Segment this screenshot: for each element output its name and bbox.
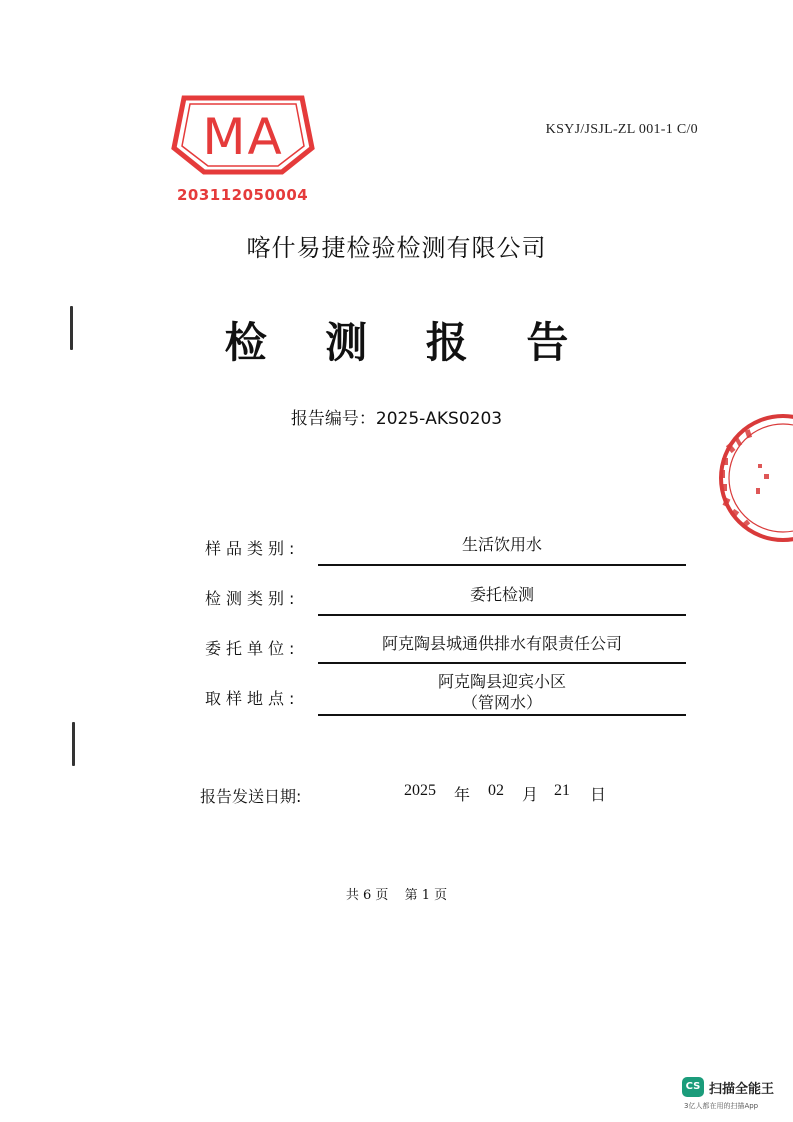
client-underline	[318, 662, 686, 664]
company-seal	[688, 408, 793, 548]
issue-date-month-unit: 月	[522, 785, 539, 804]
client-value: 阿克陶县城通供排水有限责任公司	[381, 634, 622, 653]
sample-category-value: 生活饮用水	[461, 535, 542, 554]
issue-date-year: 2025	[404, 782, 436, 799]
page-total: 共 6 页	[345, 888, 389, 903]
client-label: 委托单位:	[205, 639, 300, 658]
scanner-app-tagline: 3亿人都在用的扫描App	[684, 1102, 759, 1110]
ma-letters: MA	[202, 108, 284, 166]
test-category-value: 委托检测	[469, 585, 534, 604]
scanner-app-badge	[682, 1077, 782, 1117]
document-code: KSYJ/JSJL-ZL 001-1 C/0	[545, 122, 698, 137]
issue-date-year-unit: 年	[454, 785, 471, 804]
report-number: 报告编号：2025-AKS0203	[290, 409, 503, 429]
page-info	[0, 884, 793, 903]
sample-category-label: 样品类别:	[205, 539, 300, 558]
sampling-location-label: 取样地点:	[205, 689, 300, 708]
ma-certificate-number: 203112050004	[177, 186, 309, 204]
sampling-location-value-line1: 阿克陶县迎宾小区	[437, 672, 566, 691]
page-current: 第 1 页	[404, 888, 448, 903]
scanner-app-name: 扫描全能王	[709, 1082, 775, 1097]
issue-date-day: 21	[554, 782, 570, 799]
sample-category-underline	[318, 564, 686, 566]
test-category-underline	[318, 614, 686, 616]
company-name: 喀什易捷检验检测有限公司	[246, 234, 547, 262]
report-title: 检 测 报 告	[224, 318, 591, 367]
sampling-location-value-line2: （管网水）	[461, 693, 542, 712]
test-category-label: 检测类别:	[205, 589, 300, 608]
issue-date-day-unit: 日	[590, 785, 607, 804]
sampling-location-underline	[318, 714, 686, 716]
issue-date-label: 报告发送日期:	[200, 787, 302, 806]
binding-mark-top	[70, 306, 73, 350]
binding-mark-bottom	[72, 722, 75, 766]
issue-date-month: 02	[488, 782, 504, 799]
scanner-logo-icon: CS	[682, 1077, 704, 1097]
